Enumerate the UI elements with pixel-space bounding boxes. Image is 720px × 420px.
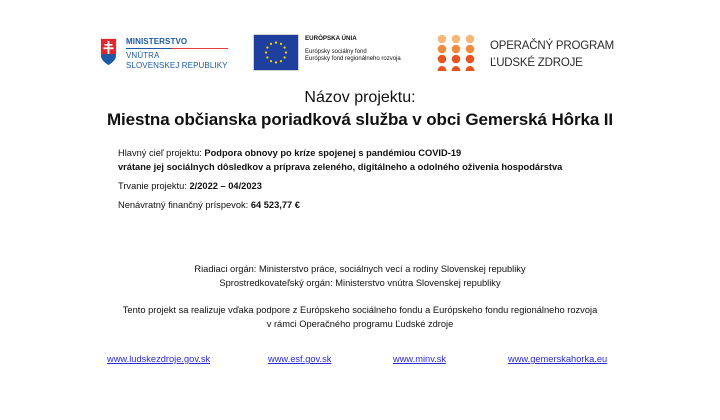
intermediate-body: Sprostredkovateľský orgán: Ministerstvo vnútra Slovenskej republiky	[219, 278, 501, 288]
link-minv[interactable]: www.minv.sk	[393, 354, 447, 364]
people-dots-icon	[436, 34, 478, 72]
ministry-logo-line2: VNÚTRA	[126, 51, 160, 60]
links-row	[0, 354, 720, 368]
eu-logo-fund2: Európsky fond regionálneho rozvoja	[305, 56, 401, 62]
support-line2: v rámci Operačného programu Ľudské zdroje	[266, 319, 454, 329]
goal-value-line1: Podpora obnovy po kríze spojenej s pandémiou COVID-19	[204, 148, 462, 158]
managing-authority: Riadiaci orgán: Ministerstvo práce, sociálnych vecí a rodiny Slovenskej republiky	[194, 264, 526, 274]
goal-row-continued	[118, 162, 562, 172]
eu-flag-icon	[253, 34, 299, 71]
goal-row	[118, 148, 461, 158]
project-name-label: Názov projektu:	[304, 89, 416, 106]
grant-row	[118, 200, 300, 210]
op-logo-line2: ĽUDSKÉ ZDROJE	[490, 57, 583, 69]
link-esf[interactable]: www.esf.gov.sk	[268, 354, 332, 364]
op-logo-line1: OPERAČNÝ PROGRAM	[490, 40, 614, 52]
duration-label: Trvanie projektu:	[118, 181, 190, 191]
slovak-coat-of-arms-icon	[100, 38, 117, 66]
goal-value-line2: vrátane jej sociálnych dôsledkov a príprava zeleného, digitálneho a odolného oživenia hospodárstva	[118, 162, 563, 172]
duration-row	[118, 181, 262, 191]
link-gemerskahorka[interactable]: www.gemerskahorka.eu	[508, 354, 608, 364]
ministry-logo	[100, 37, 230, 71]
support-line1: Tento projekt sa realizuje vďaka podpore z Európskeho sociálneho fondu a Európskeho fondu regionálneho rozvoja	[122, 305, 598, 315]
support-statement	[0, 303, 720, 331]
authorities-block	[0, 262, 720, 290]
project-name: Miestna občianska poriadková služba v obci Gemerská Hôrka II	[106, 110, 614, 129]
eu-logo-fund1: Európsky sociálny fond	[305, 48, 367, 55]
eu-logo-title: EURÓPSKA ÚNIA	[305, 35, 357, 42]
ministry-logo-line3: SLOVENSKEJ REPUBLIKY	[126, 61, 228, 70]
grant-label: Nenávratný finančný príspevok:	[118, 200, 251, 210]
link-ludskezdroje[interactable]: www.ludskezdroje.gov.sk	[107, 354, 211, 364]
op-logo	[436, 34, 626, 74]
grant-value: 64 523,77 €	[250, 200, 300, 210]
goal-label: Hlavný cieľ projektu:	[118, 148, 205, 158]
eu-logo	[253, 34, 418, 74]
duration-value: 2/2022 – 04/2023	[189, 181, 262, 191]
ministry-logo-line1: MINISTERSTVO	[126, 37, 228, 49]
